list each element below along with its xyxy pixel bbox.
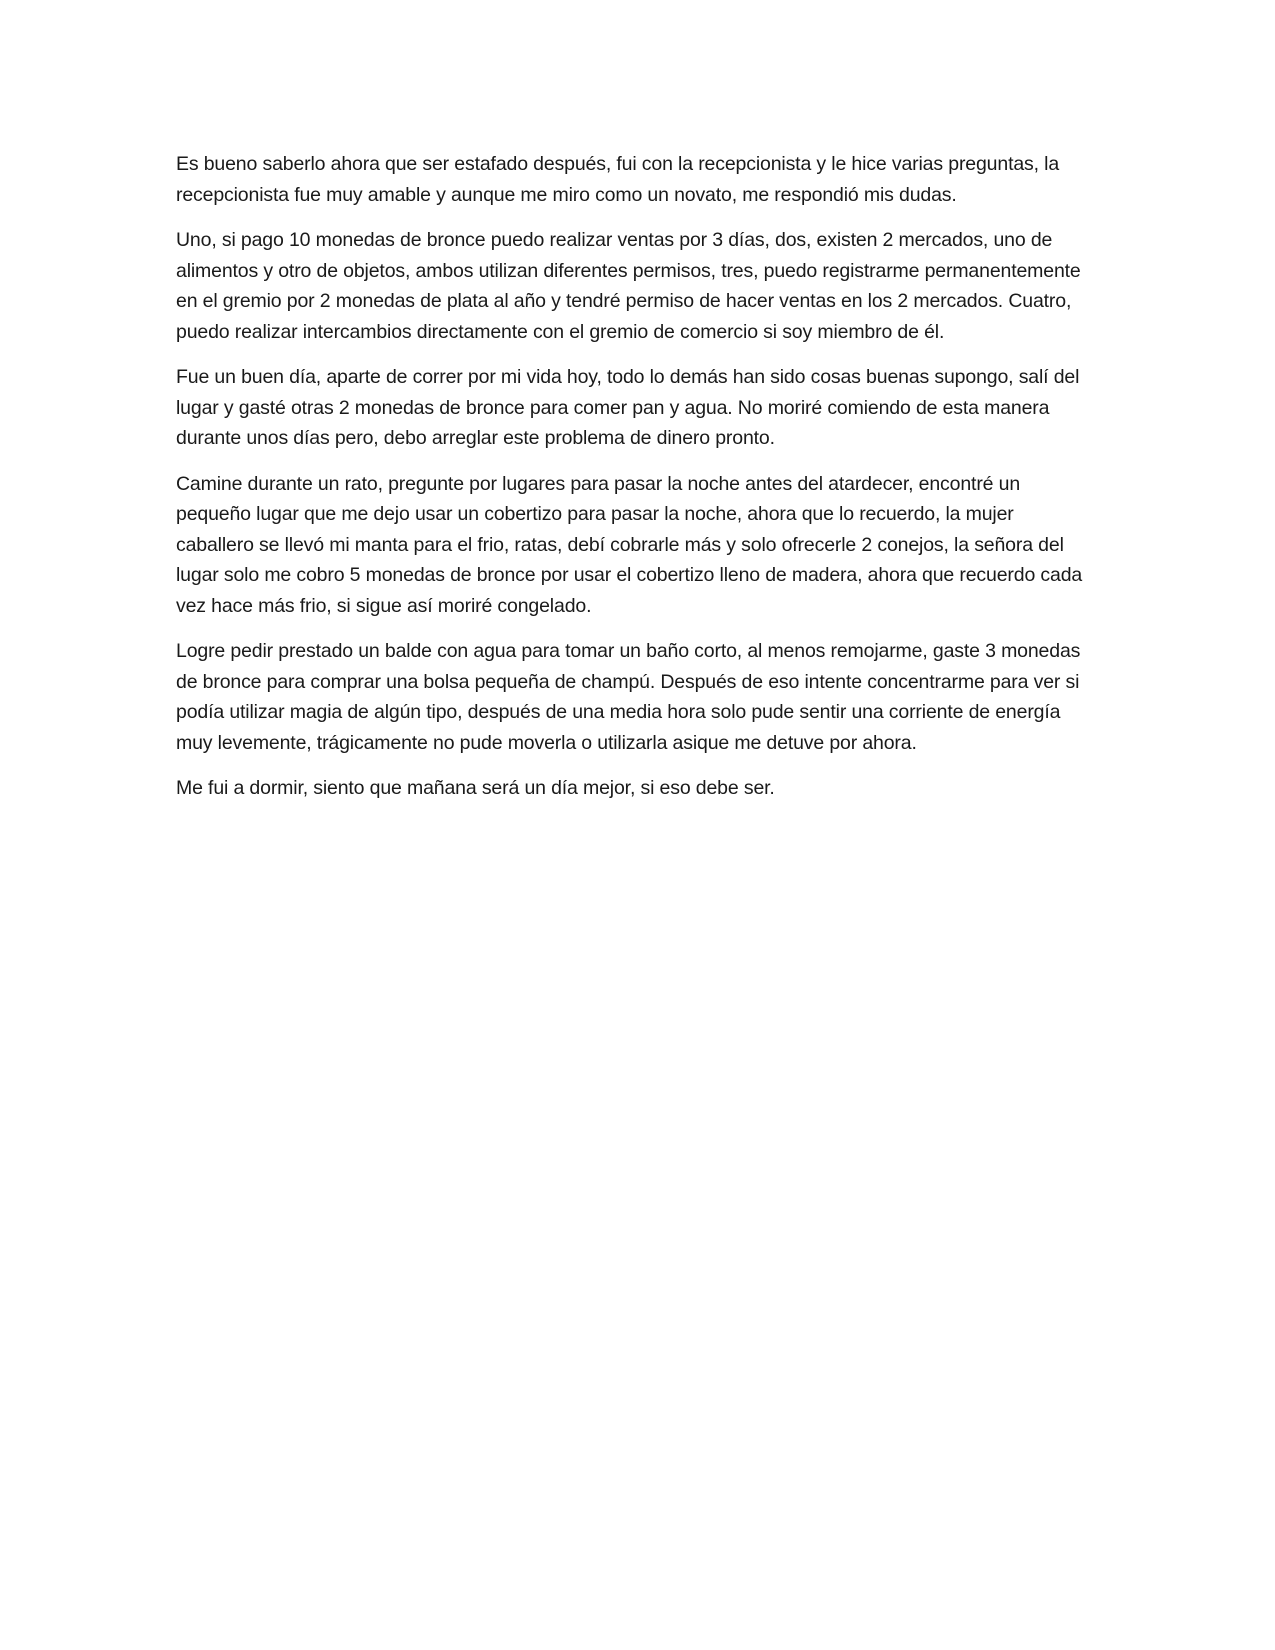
paragraph-6: Me fui a dormir, siento que mañana será un día mejor, si eso debe ser.: [176, 777, 775, 799]
paragraph-1: Es bueno saberlo ahora que ser estafado después, fui con la recepcionista y le hice varias preguntas, la recepcionista fue muy amable y aunque me miro como un novato, me respondió mis dudas.: [176, 153, 1060, 206]
paragraph-5: Logre pedir prestado un balde con agua para tomar un baño corto, al menos remojarme, gaste 3 monedas de bronce para comprar una bolsa pequeña de champú. Después de eso intente concentrarme para ver si podía utilizar magia de algún tipo, después de una media hora solo pude sentir una corriente de energía muy levemente, trágicamente no pude moverla o utilizarla asique me detuve por ahora.: [176, 640, 1081, 754]
paragraph-4: Camine durante un rato, pregunte por lugares para pasar la noche antes del atardecer, encontré un pequeño lugar que me dejo usar un cobertizo para pasar la noche, ahora que lo recuerdo, la mujer caballero se llevó mi manta para el frio, ratas, debí cobrarle más y solo ofrecerle 2 conejos, la señora del lugar solo me cobro 5 monedas de bronce por usar el cobertizo lleno de madera, ahora que recuerdo cada vez hace más frio, si sigue así moriré congelado.: [176, 472, 1083, 617]
document-body: [176, 149, 1096, 819]
paragraph-2: Uno, si pago 10 monedas de bronce puedo realizar ventas por 3 días, dos, existen 2 mercados, uno de alimentos y otro de objetos, ambos utilizan diferentes permisos, tres, puedo registrarme permanentemente en el gremio por 2 monedas de plata al año y tendré permiso de hacer ventas en los 2 mercados. Cuatro, puedo realizar intercambios directamente con el gremio de comercio si soy miembro de él.: [176, 229, 1081, 343]
paragraph-3: Fue un buen día, aparte de correr por mi vida hoy, todo lo demás han sido cosas buenas supongo, salí del lugar y gasté otras 2 monedas de bronce para comer pan y agua. No moriré comiendo de esta manera durante unos días pero, debo arreglar este problema de dinero pronto.: [176, 366, 1080, 449]
